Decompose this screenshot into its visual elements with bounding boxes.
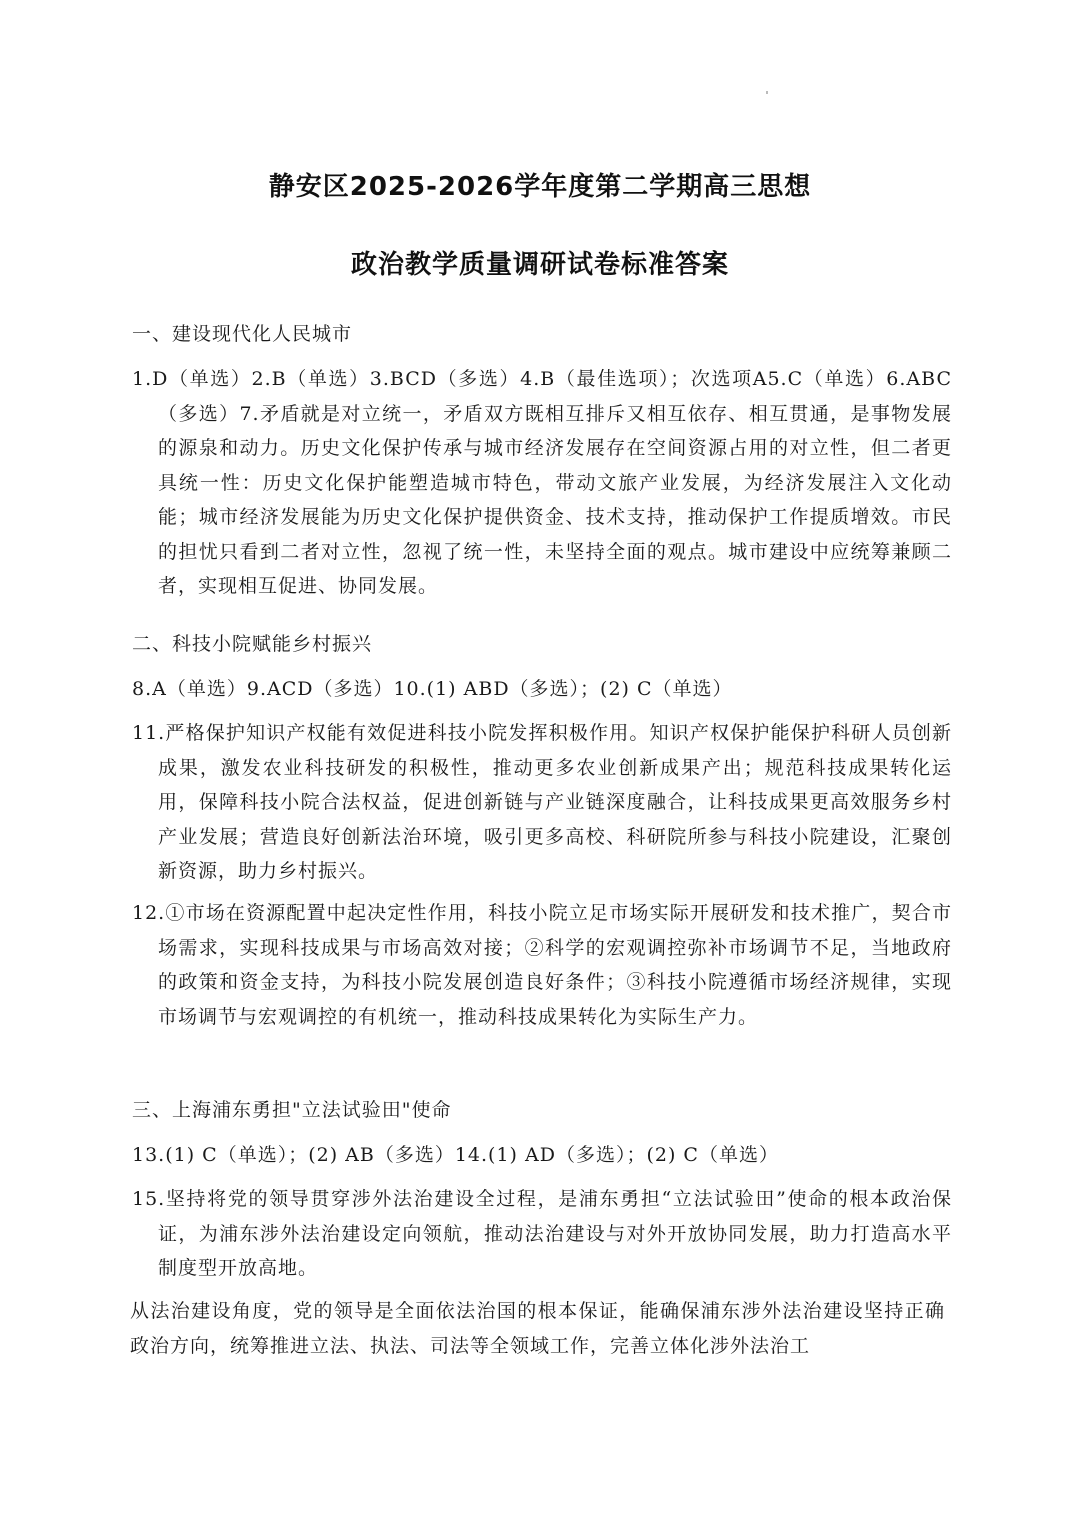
document-title-line2: 政治教学质量调研试卷标准答案: [350, 250, 729, 280]
answer-paragraph-12: 12.①市场在资源配置中起决定性作用，科技小院立足市场实际开展研发和技术推广，契合市场需求，实现科技成果与市场高效对接；②科学的宏观调控弥补市场调节不足，当地政府的政策和资金支持，为科技小院发展创造良好条件；③科技小院遵循市场经济规律，实现市场调节与宏观调控的有机统一，推动科技成果转化为实际生产力。: [132, 902, 952, 1028]
answer-paragraph-13-14: 13.(1) C（单选）；(2) AB（多选）14.(1) AD（多选）；(2) C（单选）: [132, 1144, 779, 1166]
answer-paragraph-15: 15.坚持将党的领导贯穿涉外法治建设全过程，是浦东勇担“立法试验田”使命的根本政治保证，为浦东涉外法治建设定向领航，推动法治建设与对外开放协同发展，助力打造高水平制度型开放高地。: [132, 1188, 952, 1279]
document-title-line1: 静安区2025-2026学年度第二学期高三思想: [268, 172, 812, 202]
section-heading-1: 一、建设现代化人民城市: [132, 323, 353, 345]
answer-paragraph-8-10: 8.A（单选）9.ACD（多选）10.(1) ABD（多选）；(2) C（单选）: [132, 678, 733, 700]
answer-paragraph-15-continued: 从法治建设角度，党的领导是全面依法治国的根本保证，能确保浦东涉外法治建设坚持正确政治方向，统筹推进立法、执法、司法等全领域工作，完善立体化涉外法治工: [130, 1300, 945, 1357]
answer-paragraph-1-7: 1.D（单选）2.B（单选）3.BCD（多选）4.B（最佳选项）；次选项A5.C（单选）6.ABC（多选）7.矛盾就是对立统一，矛盾双方既相互排斥又相互依存、相互贯通，是事物发展的源泉和动力。历史文化保护传承与城市经济发展存在空间资源占用的对立性，但二者更具统一性：历史文化保护能塑造城市特色，带动文旅产业发展，为经济发展注入文化动能；城市经济发展能为历史文化保护提供资金、技术支持，推动保护工作提质增效。市民的担忧只看到二者对立性，忽视了统一性，未坚持全面的观点。城市建设中应统筹兼顾二者，实现相互促进、协同发展。: [132, 368, 952, 597]
section-heading-2: 二、科技小院赋能乡村振兴: [132, 633, 373, 655]
answer-paragraph-11: 11.严格保护知识产权能有效促进科技小院发挥积极作用。知识产权保护能保护科研人员创新成果，激发农业科技研发的积极性，推动更多农业创新成果产出；规范科技成果转化运用，保障科技小院合法权益，促进创新链与产业链深度融合，让科技成果更高效服务乡村产业发展；营造良好创新法治环境，吸引更多高校、科研院所参与科技小院建设，汇聚创新资源，助力乡村振兴。: [132, 722, 952, 882]
scan-speck: [766, 91, 768, 94]
section-heading-3: 三、上海浦东勇担"立法试验田"使命: [132, 1099, 452, 1121]
